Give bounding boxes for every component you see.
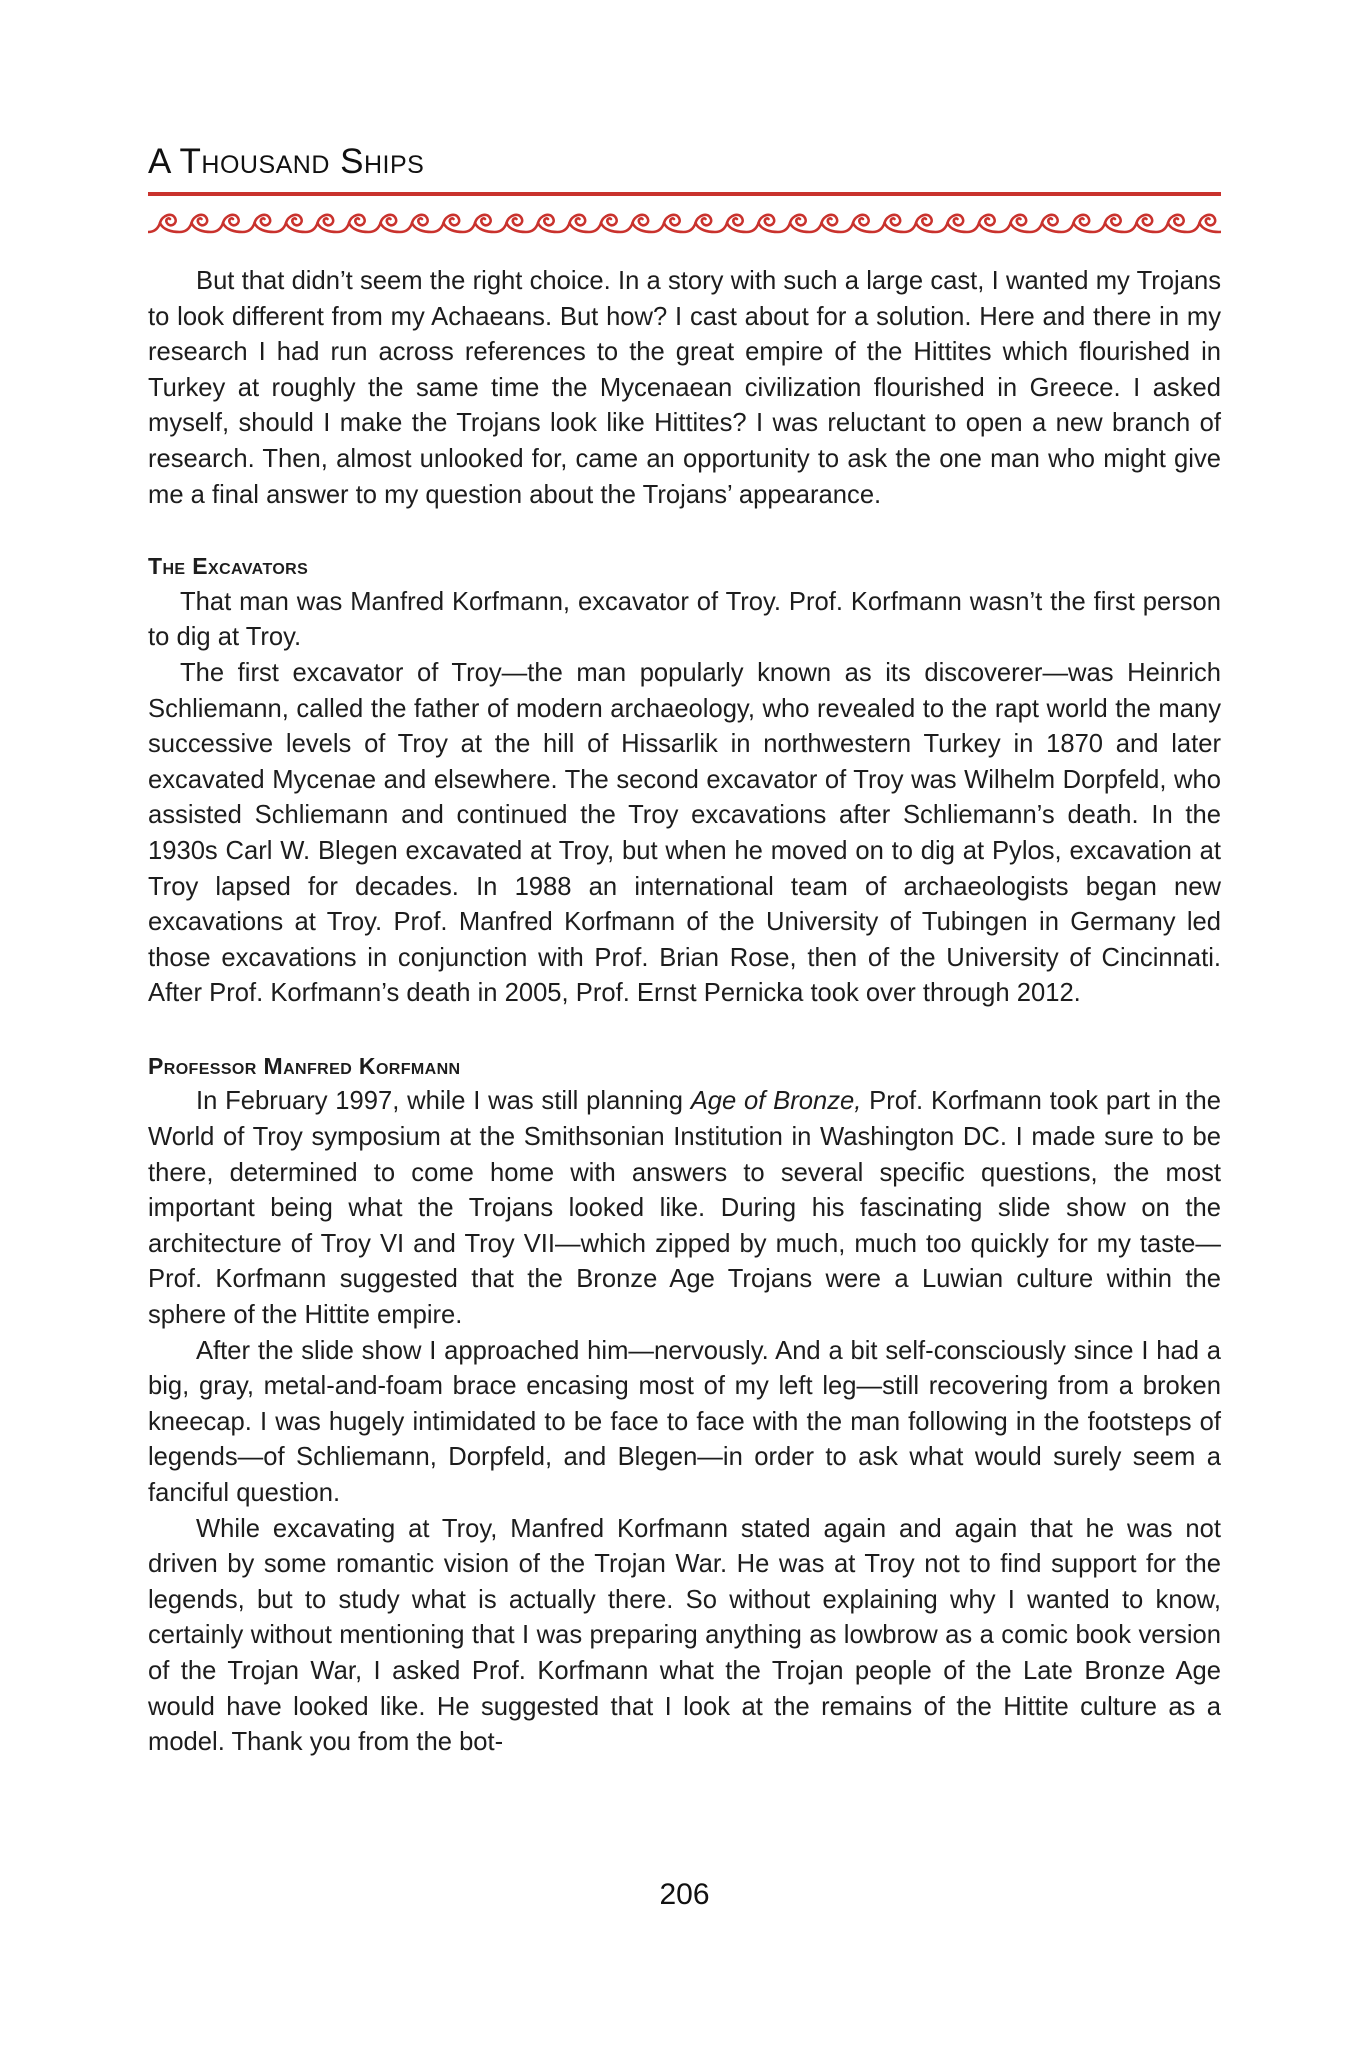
- meander-ornament: [148, 203, 1221, 237]
- paragraph: After the slide show I approached him—nervously. And a bit self-consciously since I had a big, gray, metal-and-foam brace encasing most of my left leg—still recovering from a broken kneecap. I was hugely intimidated to be face to face with the man following in the footsteps of legends—of Schliemann, Dorpfeld, and Blegen—in order to ask what would surely seem a fanciful question.: [148, 1336, 1221, 1507]
- paragraph: But that didn’t seem the right choice. In a story with such a large cast, I wanted my Trojans to look different from my Achaeans. But how? I cast about for a solution. Here and there in my research I had run across references to the great empire of the Hittites which flourished in Turkey at roughly the same time the Mycenaean civilization flourished in Greece. I asked myself, should I make the Trojans look like Hittites? I was reluctant to open a new branch of research. Then, almost unlooked for, came an opportunity to ask the one man who might give me a final answer to my question about the Trojans’ appearance.: [148, 267, 1221, 509]
- paragraph: The first excavator of Troy—the man popularly known as its discoverer—was Heinrich Schliemann, called the father of modern archaeology, who revealed to the rapt world the many successive levels of Troy at the hill of Hissarlik in northwestern Turkey in 1870 and later excavated Mycenae and elsewhere. The second excavator of Troy was Wilhelm Dorpfeld, who assisted Schliemann and continued the Troy excavations after Schliemann’s death. In the 1930s Carl W. Blegen excavated at Troy, but when he moved on to dig at Pylos, excavation at Troy lapsed for decades. In 1988 an international team of archaeologists began new excavations at Troy. Prof. Manfred Korfmann of the University of Tubingen in Germany led those excavations in conjunction with Prof. Brian Rose, then of the University of Cincinnati. After Prof. Korfmann’s death in 2005, Prof. Ernst Pernicka took over through 2012.: [148, 658, 1221, 1008]
- paragraph: That man was Manfred Korfmann, excavator of Troy. Prof. Korfmann wasn’t the first person to dig at Troy.: [148, 587, 1221, 652]
- body-text: [148, 264, 1221, 1761]
- paragraph: [148, 1084, 1221, 1333]
- section-heading-excavators: The Excavators: [148, 553, 309, 580]
- section-heading-korfmann: Professor Manfred Korfmann: [148, 1052, 461, 1079]
- paragraph-text: In February 1997, while I was still planning: [196, 1087, 691, 1116]
- running-head: A Thousand Ships: [148, 142, 425, 181]
- paragraph-text: Prof. Korfmann took part in the World of Troy symposium at the Smithsonian Institution in Washington DC. I made sure to be there, determined to come home with answers to several specific questions, the most important being what the Trojans looked like. During his fascinating slide show on the architecture of Troy VI and Troy VII—which zipped by much, much too quickly for my taste—Prof. Korfmann suggested that the Bronze Age Trojans were a Luwian culture within the sphere of the Hittite empire.: [148, 1087, 1221, 1330]
- paragraph: While excavating at Troy, Manfred Korfmann stated again and again that he was not driven by some romantic vision of the Trojan War. He was at Troy not to find support for the legends, but to study what is actually there. So without explaining why I wanted to know, certainly without mentioning that I was preparing anything as lowbrow as a comic book version of the Trojan War, I asked Prof. Korfmann what the Trojan people of the Late Bronze Age would have looked like. He suggested that I look at the remains of the Hittite culture as a model. Thank you from the bot-: [148, 1514, 1221, 1757]
- page-number: 206: [659, 1878, 710, 1911]
- book-title: Age of Bronze,: [690, 1087, 862, 1116]
- header-rule: [148, 192, 1221, 196]
- book-page: [148, 0, 1221, 2048]
